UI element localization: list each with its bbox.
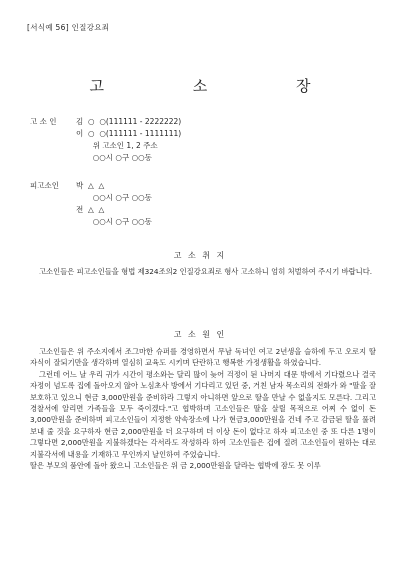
complainant-line: 위 고소인 1, 2 주소	[76, 141, 158, 150]
complainant-line: 김 ○ ○(111111 - 2222222)	[76, 117, 182, 126]
purpose-section-title: 고 소 취 지	[173, 251, 227, 260]
document-title: 고 소 장	[89, 77, 353, 95]
defendant-line: 박 △ △	[76, 181, 105, 190]
reason-section-title: 고 소 원 인	[173, 330, 227, 339]
defendant-line: ○○시 ○구 ○○동	[76, 193, 152, 202]
defendant-role-label: 피고소인	[30, 181, 59, 190]
complainant-role-label: 고 소 인	[30, 117, 57, 126]
complainant-details	[76, 116, 181, 164]
defendant-details	[76, 180, 152, 228]
reason-paragraph: 고소인들은 위 주소지에서 조그마한 슈퍼를 경영하면서 무남 독녀인 여고 2년생을 슬하에 두고 오로지 딸자식이 잘되기만을 생각하며 열심히 교육도 시키며 단란하고 행복한 가정생활을 하였습니다.	[30, 347, 376, 368]
form-number-label: [서식예 56] 인질강요죄	[27, 23, 110, 32]
complainant-line: 이 ○ ○(111111 - 1111111)	[76, 129, 182, 138]
reason-paragraph: 그런데 어느 날 우리 귀가 시간이 평소와는 달리 많이 늦어 걱정이 된 나머지 대문 밖에서 기다렸으나 결국 자정이 넘도록 집에 돌아오지 않아 노심초사 방에서 기다리고 있던 중, 거친 남자 목소리의 전화가 와 "딸을 잘 보호하고 있으니 현금 3,000만원을 준비하라 그렇지 아니하면 앞으로 딸을 만날 수 없을지도 모른다. 그리고 경찰서에 알리면 가족들을 모두 죽이겠다."고 협박하며 고소인들은 딸을 살릴 목적으로 어찌 수 없이 돈 3,000만원을 준비하며 피고소인들이 지정한 약속장소에 나가 현금3,000만원을 건네 주고 감금된 딸을 풀려보내 줄 것을 요구하자 현금 2,000만원을 더 요구하며 더 이상 돈이 없다고 하자 피고소인 중 또 다른 1명이 그렇다면 2,000만원을 지불하겠다는 각서라도 작성하라 하여 고소인들은 겁에 질려 고소인들이 원하는 대로 지불각서에 내용을 기재하고 무인까지 날인하여 주었습니다.	[30, 369, 376, 459]
reason-paragraph: 딸은 부모의 품안에 돌아 왔으니 고소인들은 위 금 2,000만원을 달라는 협박에 잠도 못 이루	[30, 461, 321, 471]
purpose-text	[30, 266, 376, 277]
purpose-paragraph: 고소인들은 피고소인들을 형법 제324조의2 인질강요죄로 형사 고소하니 엄히 처벌하여 주시기 바랍니다.	[39, 267, 373, 276]
reason-text	[30, 346, 376, 471]
complainant-line: ○○시 ○구 ○○동	[76, 153, 152, 162]
defendant-line: 전 △ △	[76, 205, 105, 214]
defendant-line: ○○시 ○구 ○○동	[76, 217, 152, 226]
